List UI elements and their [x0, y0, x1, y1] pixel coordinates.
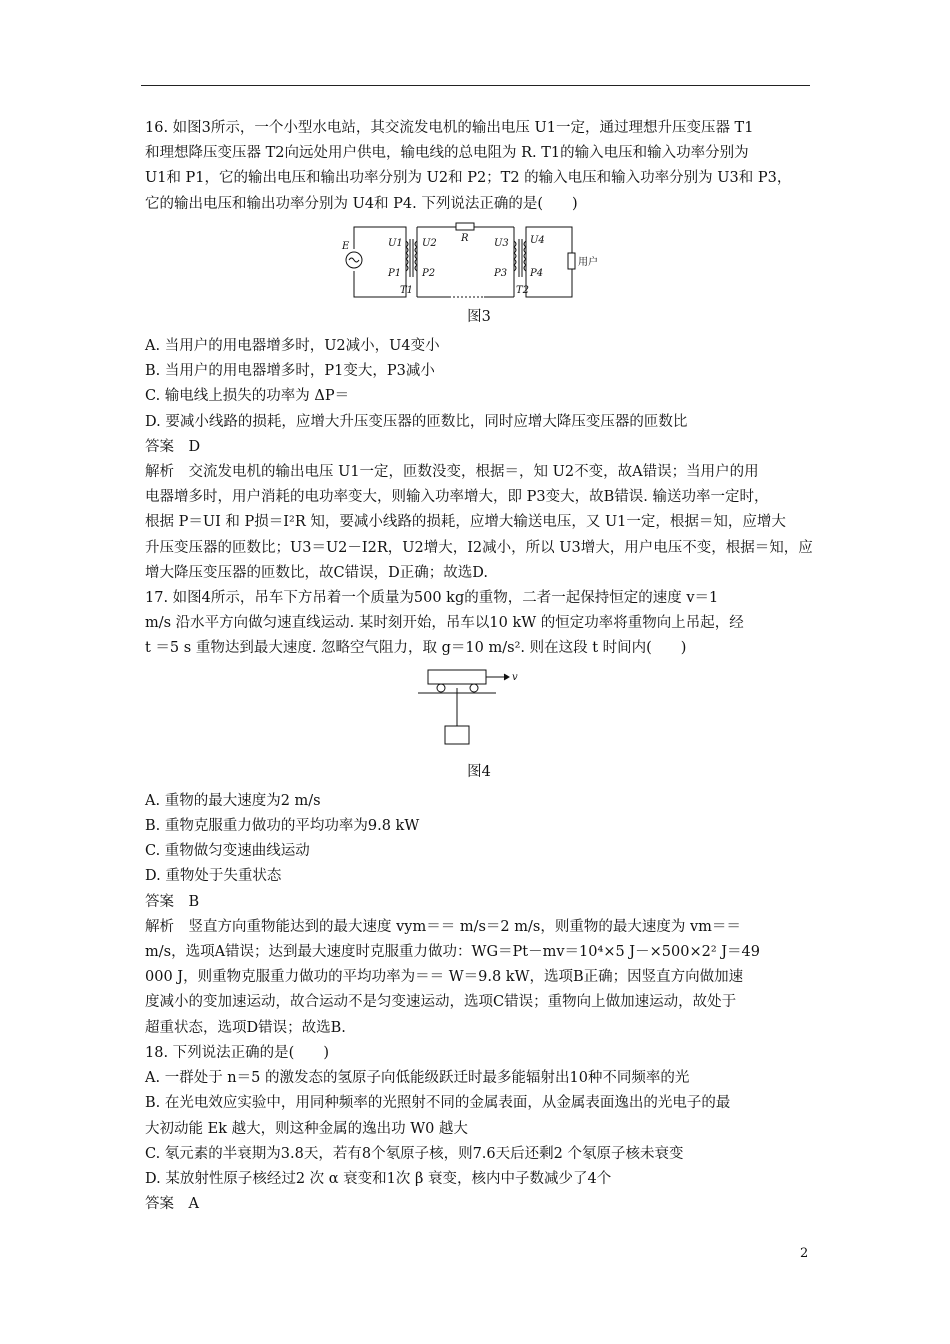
q16-option-b: B. 当用户的用电器增多时，P1变大，P3减小: [145, 363, 435, 380]
q17-stem-line: m/s 沿水平方向做匀速直线运动. 某时刻开始，吊车以10 kW 的恒定功率将重物向上吊起，经: [145, 615, 744, 632]
q18-option-a: A. 一群处于 n＝5 的激发态的氢原子向低能级跃迁时最多能辐射出10种不同频率的光: [145, 1070, 690, 1087]
q18-stem: 18. 下列说法正确的是( ): [145, 1044, 329, 1061]
label-P3: P3: [494, 267, 508, 279]
figure-4-crane-diagram: [414, 666, 544, 758]
q16-analysis-line: 电器增多时，用户消耗的电功率变大，则输入功率增大，即 P3变大，故B错误. 输送功率一定时，: [145, 489, 769, 506]
figure-3-circuit-diagram: [344, 219, 614, 303]
q16-stem-line: 它的输出电压和输出功率分别为 U4和 P4. 下列说法正确的是( ): [145, 195, 578, 212]
q16-answer: 答案 D: [145, 438, 201, 455]
page-body: [145, 116, 813, 1217]
label-user: 用户: [578, 256, 598, 268]
label-P4: P4: [530, 267, 544, 279]
label-U2: U2: [422, 237, 437, 249]
figure-3-caption: 图3: [467, 308, 491, 325]
q18-option-d: D. 某放射性原子核经过2 次 α 衰变和1次 β 衰变，核内中子数减少了4个: [145, 1170, 612, 1187]
q16-option-c: C. 输电线上损失的功率为 ΔP＝: [145, 388, 350, 405]
q16-analysis-line: 增大降压变压器的匝数比，故C错误，D正确；故选D.: [145, 564, 488, 581]
q16-option-a: A. 当用户的用电器增多时，U2减小，U4变小: [145, 338, 440, 355]
header-rule: [141, 85, 810, 86]
q17-option-d: D. 重物处于失重状态: [145, 868, 282, 885]
q17-analysis-line: 度减小的变加速运动，故合运动不是匀变速运动，选项C错误；重物向上做加速运动，故处于: [145, 994, 737, 1011]
label-R: R: [461, 232, 469, 244]
q17-answer: 答案 B: [145, 893, 200, 910]
q17-option-a: A. 重物的最大速度为2 m/s: [145, 792, 321, 809]
label-U4: U4: [530, 234, 545, 246]
q17-analysis-line: 解析 竖直方向重物能达到的最大速度 vym＝＝ m/s＝2 m/s，则重物的最大速度为 vm＝＝: [145, 918, 741, 935]
label-P2: P2: [422, 267, 436, 279]
page-number: 2: [800, 1246, 809, 1261]
q17-stem-line: t ＝5 s 重物达到最大速度. 忽略空气阻力，取 g＝10 m/s². 则在这段 t 时间内( ): [145, 640, 687, 657]
q16-stem-line: U1和 P1，它的输出电压和输出功率分别为 U2和 P2；T2 的输入电压和输入功率分别为 U3和 P3，: [145, 170, 792, 187]
label-U3: U3: [494, 237, 509, 249]
q18-option-c: C. 氡元素的半衰期为3.8天，若有8个氡原子核，则7.6天后还剩2 个氡原子核未衰变: [145, 1145, 684, 1162]
label-T2: T2: [516, 284, 530, 296]
figure-4-caption: 图4: [467, 763, 491, 780]
q16-analysis-line: 升压变压器的匝数比；U3＝U2－I2R，U2增大，I2减小，所以 U3增大，用户电压不变，根据＝知，应: [145, 539, 813, 556]
q17-analysis-line: m/s，选项A错误；达到最大速度时克服重力做功：WG＝Pt－mv＝10⁴×5 J－×500×2² J＝49: [145, 944, 761, 961]
q17-option-c: C. 重物做匀变速曲线运动: [145, 843, 310, 860]
q17-option-b: B. 重物克服重力做功的平均功率为9.8 kW: [145, 818, 420, 835]
label-U1: U1: [388, 237, 403, 249]
q16-option-d: D. 要减小线路的损耗，应增大升压变压器的匝数比，同时应增大降压变压器的匝数比: [145, 413, 688, 430]
q18-option-b-cont: 大初动能 Ek 越大，则这种金属的逸出功 W0 越大: [145, 1120, 468, 1137]
q17-analysis-line: 超重状态，选项D错误；故选B.: [145, 1019, 346, 1036]
q17-analysis-line: 000 J，则重物克服重力做功的平均功率为＝＝ W＝9.8 kW，选项B正确；因竖直方向做加速: [145, 969, 744, 986]
label-P1: P1: [388, 267, 402, 279]
q16-stem-line: 和理想降压变压器 T2向远处用户供电，输电线的总电阻为 R. T1的输入电压和输入功率分别为: [145, 145, 749, 162]
q17-stem-line: 17. 如图4所示，吊车下方吊着一个质量为500 kg的重物，二者一起保持恒定的速度 v＝1: [145, 590, 719, 607]
q16-stem-line: 16. 如图3所示，一个小型水电站，其交流发电机的输出电压 U1一定，通过理想升压变压器 T1: [145, 120, 754, 136]
q18-answer: 答案 A: [145, 1196, 199, 1213]
q16-analysis-line: 根据 P＝UI 和 P损＝I²R 知，要减小线路的损耗，应增大输送电压，又 U1一定，根据＝知，应增大: [145, 514, 786, 531]
q18-option-b: B. 在光电效应实验中，用同种频率的光照射不同的金属表面，从金属表面逸出的光电子的最: [145, 1095, 731, 1112]
label-T1: T1: [400, 284, 414, 296]
q16-analysis-line: 解析 交流发电机的输出电压 U1一定，匝数没变，根据＝，知 U2不变，故A错误；当用户的用: [145, 464, 759, 481]
label-v: v: [512, 671, 518, 683]
label-E: E: [342, 240, 350, 252]
